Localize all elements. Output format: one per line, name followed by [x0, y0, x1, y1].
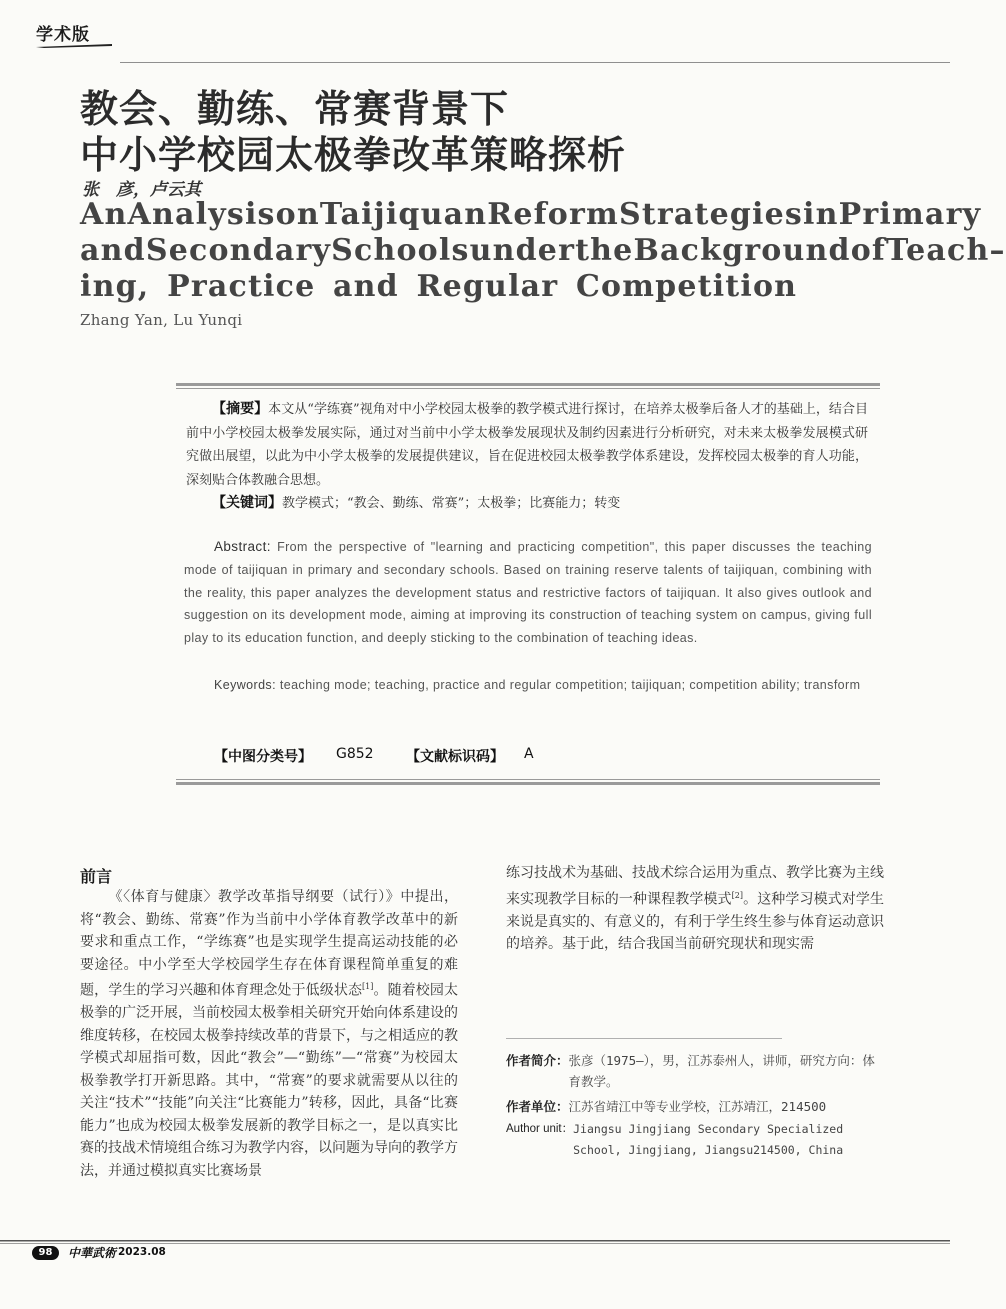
en-abstract-text: From the perspective of "learning and practicing competition", this paper discusses the teaching mode of taijiquan in primary and secondary schools. Based on training reserve talents of taijiquan, combining with the reality, this paper analyzes the development status and restrictive factors of taijiquan. It also gives outlook and suggestion on its development mode, aiming at improving its construction of teaching system on campus, giving full play to its education function, and deeply sticking to the combination of teaching ideas. [184, 540, 872, 646]
footnote-rule [506, 1038, 782, 1039]
title-en-word: Primary [838, 197, 982, 232]
title-cn-line-1: 教会、勤练、常赛背景下 [80, 86, 510, 131]
clc-value: G852 [336, 746, 374, 762]
title-en-word: Background [633, 233, 851, 268]
abstract-bottom-rule [176, 782, 880, 785]
intro-left-column [80, 886, 458, 1182]
journal-logo: 中華武術 [68, 1246, 117, 1260]
title-en-word: on [275, 197, 320, 232]
doc-code-label: 【文献标识码】 [406, 749, 504, 765]
title-en-word: An [80, 197, 128, 232]
title-en-word: Schools [331, 233, 470, 268]
section-label: 学术版 [36, 25, 90, 45]
intro-left-text-2: 。随着校园太极拳的广泛开展，当前校园太极拳相关研究开始向体系建设的维度转移，在校园太极拳持续改革的背景下，与之相适应的教学模式却屈指可数，因此“教会”—“勤练”—“常赛”为校园太极拳教学打开新思路。其中，“常赛”的要求就需要从以往的关注“技术”“技能”向关注“比赛能力”转移，因此，具备“比赛能力”也成为校园太极拳发展新的教学目标之一，是以真实比赛的技战术情境组合练习为教学内容，以问题为导向的教学方法，并通过模拟真实比赛场景 [80, 982, 459, 1179]
title-en-line-2 [80, 233, 1006, 268]
authors-cn: 张 彦，卢云其 [82, 180, 201, 200]
en-abstract [184, 536, 872, 650]
footnote-unit-en [506, 1119, 884, 1161]
footnote-author-value: 张彦（1975—），男，江苏泰州人，讲师，研究方向：体育教学。 [568, 1053, 875, 1089]
cn-abstract-text: 本文从“学练赛”视角对中小学校园太极拳的教学模式进行探讨，在培养太极拳后备人才的基础上，结合目前中小学校园太极拳发展实际，通过对当前中小学太极拳发展现状及制约因素进行分析研究，对未来太极拳发展模式研究做出展望，以此为中小学太极拳的发展提供建议，旨在促进校园太极拳教学体系建设，发挥校园太极拳的育人功能，深刻贴合体教融合思想。 [186, 402, 869, 488]
footnote-unit-en-label: Author unit： [506, 1123, 574, 1135]
title-en-word: Reform [487, 197, 619, 232]
title-en-word: Strategies [618, 197, 804, 232]
clc-label: 【中图分类号】 [214, 749, 312, 765]
title-en-word: Teach– [886, 233, 1006, 268]
title-en-word: Analysis [127, 197, 276, 232]
intro-right-column [506, 862, 884, 956]
cn-abstract [186, 398, 868, 516]
footnote-author-label: 作者简介： [506, 1053, 569, 1068]
intro-heading: 前言 [80, 867, 113, 886]
title-en-word: in [803, 197, 839, 232]
doc-code-value: A [524, 746, 534, 762]
title-en-word: under [469, 233, 576, 268]
title-en-line-1 [80, 197, 982, 232]
en-keywords [184, 674, 872, 697]
footnote-unit-label: 作者单位： [506, 1099, 569, 1114]
footnote-unit [506, 1096, 884, 1117]
en-keywords-text: teaching mode; teaching, practice and regular competition; taijiquan; competition ability; transform [279, 678, 861, 692]
title-cn-line-2: 中小学校园太极拳改革策略探析 [80, 132, 627, 177]
citation-2: [2] [731, 890, 743, 900]
cn-abstract-label: 【摘要】 [212, 401, 269, 417]
abstract-top-rule-thin [176, 388, 880, 389]
intro-left-text-1: 《〈体育与健康〉教学改革指导纲要（试行）》中提出，将“教会、勤练、常赛”作为当前中小学体育教学改革中的新要求和重点工作，“学练赛”也是实现学生提高运动技能的必要途径。中小学至大学校园学生存在体育课程简单重复的难题，学生的学习兴趣和体育理念处于低级状态 [80, 889, 458, 999]
title-en-word: Secondary [145, 233, 332, 268]
title-en-line-3: ing, Practice and Regular Competition [80, 269, 798, 304]
footnote-unit-en-value: Jiangsu Jingjiang Secondary Specialized School, Jingjiang, Jiangsu214500, China [573, 1122, 844, 1157]
title-en-word: Taijiquan [319, 197, 488, 232]
citation-1: [1] [362, 982, 374, 991]
footnote-author [506, 1050, 884, 1092]
intro-right-text-1: 练习技战术为基础、技战术综合运用为重点、教学比赛为主线来实现教学目标的一种课程教学模式 [506, 865, 884, 908]
page-number: 98 [32, 1246, 59, 1260]
intro-right-text-2: 。这种学习模式对学生来说是真实的、有意义的，有利于学生终生参与体育运动意识的培养。基于此，结合我国当前研究现状和现实需 [506, 891, 885, 953]
title-en-word: of [850, 233, 887, 268]
abstract-bottom-rule-thin [176, 779, 880, 780]
issue-number: 2023.08 [118, 1246, 166, 1258]
cn-keywords-text: 教学模式；“教会、勤练、常赛”；太极拳；比赛能力；转变 [282, 496, 621, 511]
title-en-word: the [575, 233, 634, 268]
section-swoosh-icon [34, 43, 114, 49]
en-abstract-label: Abstract: [214, 539, 271, 554]
footnote-unit-value: 江苏省靖江中等专业学校，江苏靖江，214500 [568, 1099, 827, 1114]
footnote [506, 1050, 884, 1161]
header-rule [120, 62, 950, 63]
en-keywords-label: Keywords: [214, 678, 276, 692]
abstract-top-rule [176, 383, 880, 386]
cn-keywords-label: 【关键词】 [212, 495, 282, 511]
authors-en: Zhang Yan, Lu Yunqi [80, 311, 243, 329]
title-en-word: and [80, 233, 146, 268]
